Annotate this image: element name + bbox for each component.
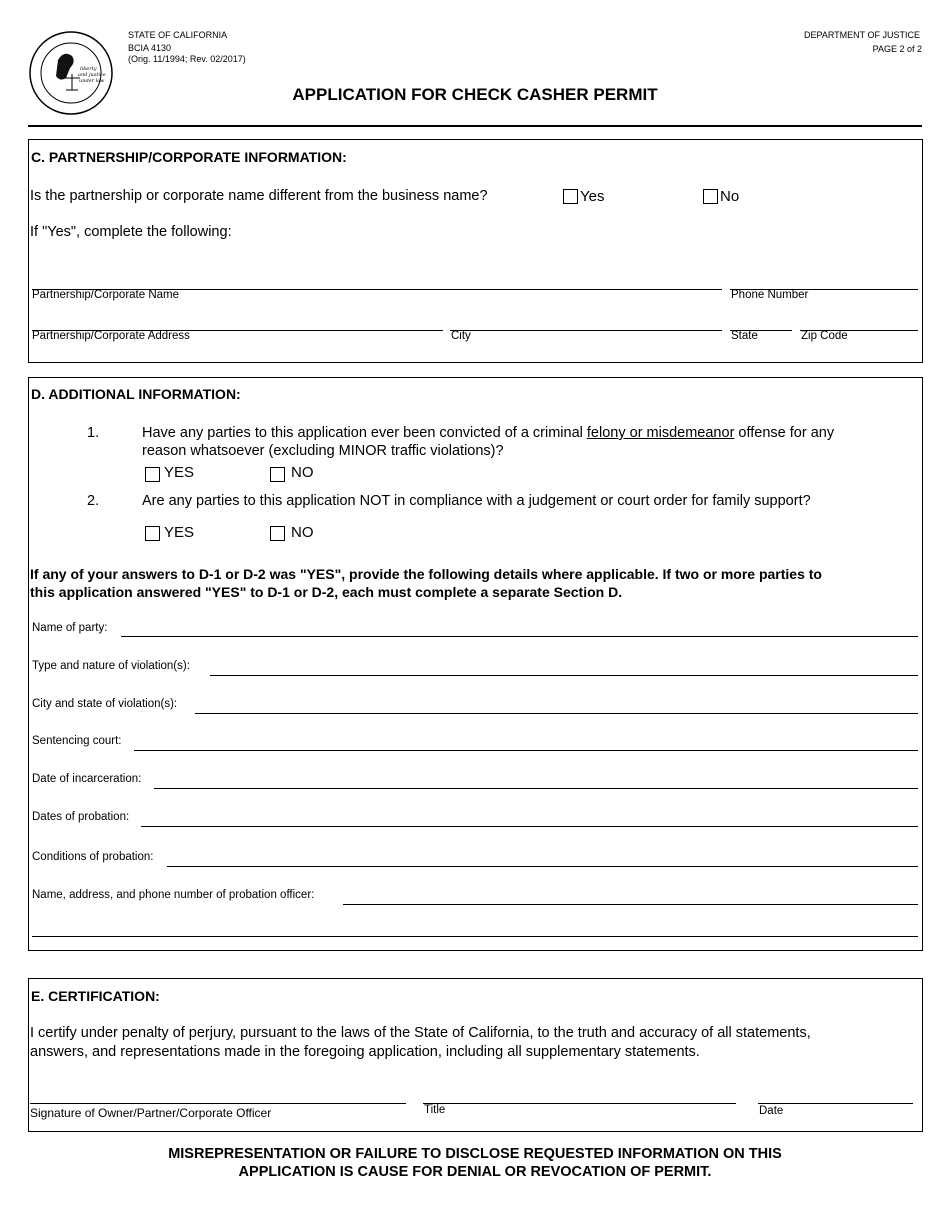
svg-text:liberty: liberty xyxy=(80,66,97,72)
q2-no-label: NO xyxy=(291,524,314,541)
city-line[interactable] xyxy=(450,330,722,331)
q1-yes-label: YES xyxy=(164,464,195,481)
city-state-label: City and state of violation(s): xyxy=(32,698,178,710)
no-label: No xyxy=(720,188,740,205)
date-label: Date xyxy=(759,1105,784,1117)
q1-no-checkbox[interactable] xyxy=(270,467,285,482)
probation-conditions-label: Conditions of probation: xyxy=(32,851,154,863)
court-label: Sentencing court: xyxy=(32,735,122,747)
q2-yes-label: YES xyxy=(164,524,195,541)
section-c-title: C. PARTNERSHIP/CORPORATE INFORMATION: xyxy=(31,149,347,165)
page-number: PAGE 2 of 2 xyxy=(872,44,922,54)
no-checkbox[interactable] xyxy=(703,189,718,204)
corp-address-label: Partnership/Corporate Address xyxy=(32,330,190,342)
q1-text-line2: reason whatsoever (excluding MINOR traffic violations)? xyxy=(142,443,504,459)
signature-line[interactable] xyxy=(30,1103,406,1104)
q1-number: 1. xyxy=(87,425,100,441)
details-instruction-1: If any of your answers to D-1 or D-2 was "YES", provide the following details where applicable. If two or more parties to xyxy=(30,566,822,582)
title-line[interactable] xyxy=(423,1103,736,1104)
section-e-title: E. CERTIFICATION: xyxy=(31,988,160,1004)
probation-officer-label: Name, address, and phone number of probation officer: xyxy=(32,889,315,901)
zip-label: Zip Code xyxy=(801,330,848,342)
details-instruction-2: this application answered "YES" to D-1 or D-2, each must complete a separate Section D. xyxy=(30,584,623,600)
q1-text: Have any parties to this application ever been convicted of a criminal felony or misdemeanor offense for any xyxy=(142,425,835,441)
party-line[interactable] xyxy=(121,636,918,637)
q2-number: 2. xyxy=(87,493,100,509)
probation-officer-line-2[interactable] xyxy=(32,936,918,937)
section-c-instruction: If "Yes", complete the following: xyxy=(30,224,232,240)
footer-warning-1: MISREPRESENTATION OR FAILURE TO DISCLOSE REQUESTED INFORMATION ON THIS xyxy=(168,1146,782,1162)
title-label: Title xyxy=(424,1104,446,1116)
svg-text:and justice: and justice xyxy=(78,72,106,78)
court-line[interactable] xyxy=(134,750,918,751)
violation-label: Type and nature of violation(s): xyxy=(32,660,190,672)
q2-no-checkbox[interactable] xyxy=(270,526,285,541)
form-id: BCIA 4130 xyxy=(128,43,172,53)
probation-officer-line[interactable] xyxy=(343,904,918,905)
q1-yes-checkbox[interactable] xyxy=(145,467,160,482)
footer-warning-2: APPLICATION IS CAUSE FOR DENIAL OR REVOCATION OF PERMIT. xyxy=(238,1164,712,1180)
revision-label: (Orig. 11/1994; Rev. 02/2017) xyxy=(128,54,246,64)
q1-underline: felony or misdemeanor xyxy=(586,425,735,441)
party-label: Name of party: xyxy=(32,622,108,634)
violation-line[interactable] xyxy=(210,675,918,676)
section-d-title: D. ADDITIONAL INFORMATION: xyxy=(31,386,241,402)
city-label: City xyxy=(451,330,471,342)
state-label: STATE OF CALIFORNIA xyxy=(128,30,228,40)
probation-conditions-line[interactable] xyxy=(167,866,918,867)
city-state-line[interactable] xyxy=(195,713,918,714)
yes-label: Yes xyxy=(580,188,605,205)
yes-checkbox[interactable] xyxy=(563,189,578,204)
probation-dates-line[interactable] xyxy=(141,826,918,827)
probation-dates-label: Dates of probation: xyxy=(32,811,130,823)
q2-yes-checkbox[interactable] xyxy=(145,526,160,541)
phone-label: Phone Number xyxy=(731,289,809,301)
state-field-label: State xyxy=(731,330,758,342)
certification-text-1: I certify under penalty of perjury, pursuant to the laws of the State of California, to the truth and accuracy of all statements, xyxy=(30,1025,811,1041)
date-line[interactable] xyxy=(758,1103,913,1104)
certification-text-2: answers, and representations made in the foregoing application, including all supplementary statements. xyxy=(30,1044,700,1060)
header-rule xyxy=(28,125,922,127)
signature-label: Signature of Owner/Partner/Corporate Officer xyxy=(30,1106,272,1120)
corp-name-label: Partnership/Corporate Name xyxy=(32,289,180,301)
svg-text:under law: under law xyxy=(79,78,105,84)
department-label: DEPARTMENT OF JUSTICE xyxy=(803,30,920,40)
page-title: APPLICATION FOR CHECK CASHER PERMIT xyxy=(292,85,658,104)
section-c-question: Is the partnership or corporate name different from the business name? xyxy=(30,188,488,204)
incarceration-label: Date of incarceration: xyxy=(32,773,142,785)
q2-text: Are any parties to this application NOT in compliance with a judgement or court order for family support? xyxy=(142,493,811,509)
q1-no-label: NO xyxy=(291,464,314,481)
incarceration-line[interactable] xyxy=(154,788,918,789)
